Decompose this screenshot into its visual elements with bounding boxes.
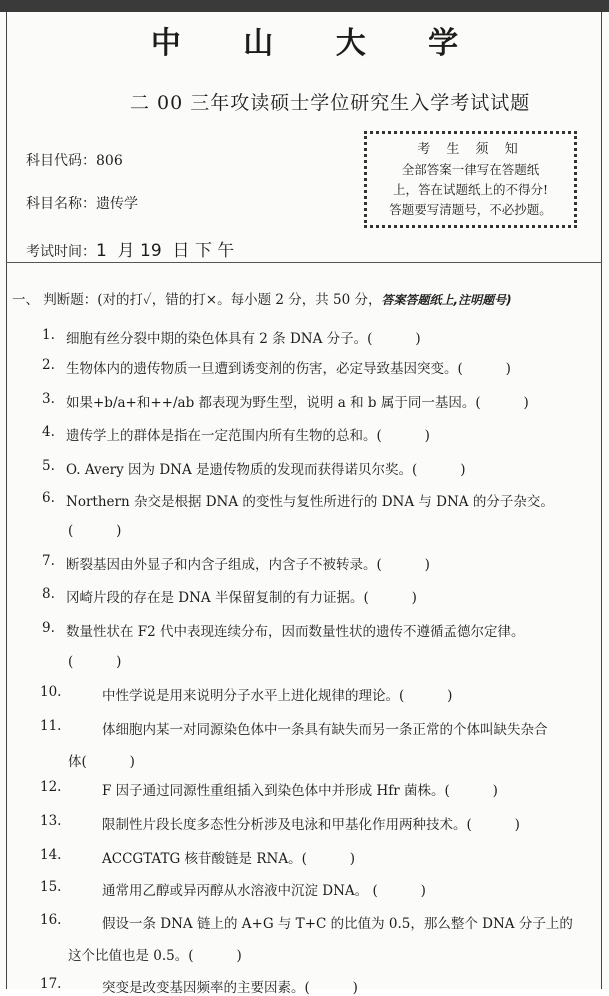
question-text: 冈崎片段的存在是 DNA 半保留复制的有力证据。( ) — [66, 590, 417, 606]
notice-line-1: 全部答案一律写在答题纸 — [401, 162, 540, 177]
question-text: 通常用乙醇或异丙醇从水溶液中沉淀 DNA。 ( ) — [102, 883, 426, 899]
exam-title: 二 00 三年攻读硕士学位研究生入学考试试题 — [130, 92, 531, 114]
question-text: 体细胞内某一对同源染色体中一条具有缺失而另一条正常的个体叫缺失杂合 — [102, 722, 548, 738]
question-text: 如果+b/a+和++/ab 都表现为野生型，说明 a 和 b 属于同一基因。( ) — [66, 395, 529, 411]
question-number: 10. — [40, 684, 62, 700]
notice-line-3: 答题要写清题号，不必抄题。 — [389, 202, 552, 217]
university-name: 中 山 大 学 — [150, 26, 485, 61]
question-text: 假设一条 DNA 链上的 A+G 与 T+C 的比值为 0.5，那么整个 DNA 分子上的 — [102, 916, 573, 932]
handwritten-note: 答案答题纸上,注明题号) — [381, 293, 512, 307]
question-text: O. Avery 因为 DNA 是遗传物质的发现而获得诺贝尔奖。( ) — [66, 462, 466, 478]
scan-top-edge — [0, 0, 609, 12]
section-heading — [12, 288, 512, 308]
question-continuation: 这个比值也是 0.5。( ) — [68, 948, 242, 964]
question-text: 生物体内的遗传物质一旦遭到诱变剂的伤害，必定导致基因突变。( ) — [66, 361, 511, 377]
question-number: 11. — [40, 718, 62, 734]
question-text: 限制性片段长度多态性分析涉及电泳和甲基化作用两种技术。( ) — [102, 817, 520, 833]
question-text: 数量性状在 F2 代中表现连续分布，因而数量性状的遗传不遵循孟德尔定律。 — [66, 624, 525, 640]
question-text: 中性学说是用来说明分子水平上进化规律的理论。( ) — [102, 688, 453, 704]
question-number: 13. — [40, 813, 62, 829]
section-heading-text: 一、 判断题：(对的打✓，错的打×。每小题 2 分，共 50 分， — [12, 292, 382, 308]
question-number: 17. — [40, 976, 62, 992]
subject-code-label: 科目代码： — [26, 153, 96, 169]
question-number: 1. — [42, 327, 55, 343]
question-number: 4. — [42, 424, 55, 440]
question-number: 2. — [42, 357, 55, 373]
exam-time-value: 1 月 19 日 下 午 — [96, 241, 235, 261]
question-number: 6. — [42, 490, 55, 506]
question-text: 断裂基因由外显子和内含子组成，内含子不被转录。( ) — [66, 557, 430, 573]
question-number: 14. — [40, 847, 62, 863]
question-text: Northern 杂交是根据 DNA 的变性与复性所进行的 DNA 与 DNA 的分子杂交。 — [66, 494, 554, 510]
exam-time-row — [26, 236, 234, 261]
question-number: 16. — [40, 912, 62, 928]
notice-title: 考 生 须 知 — [417, 142, 524, 157]
question-number: 8. — [42, 586, 55, 602]
question-text: 突变是改变基因频率的主要因素。( ) — [102, 980, 358, 996]
subject-name-value: 遗传学 — [96, 196, 138, 212]
question-text: 细胞有丝分裂中期的染色体具有 2 条 DNA 分子。( ) — [66, 331, 421, 347]
question-number: 7. — [42, 553, 55, 569]
candidate-notice-box — [364, 131, 577, 228]
exam-time-label: 考试时间： — [26, 244, 96, 260]
subject-code-value: 806 — [96, 153, 123, 169]
notice-line-2: 上，答在试题纸上的不得分! — [392, 182, 549, 197]
subject-name-label: 科目名称： — [26, 196, 96, 212]
question-text: 遗传学上的群体是指在一定范围内所有生物的总和。( ) — [66, 428, 430, 444]
question-number: 9. — [42, 620, 55, 636]
question-continuation: ( ) — [68, 523, 122, 539]
question-continuation: 体( ) — [68, 754, 135, 770]
header-divider — [6, 262, 602, 263]
question-number: 5. — [42, 458, 55, 474]
question-number: 12. — [40, 779, 62, 795]
question-continuation: ( ) — [68, 654, 122, 670]
question-number: 3. — [42, 391, 55, 407]
question-text: F 因子通过同源性重组插入到染色体中并形成 Hfr 菌株。( ) — [102, 783, 498, 799]
question-number: 15. — [40, 879, 62, 895]
subject-name-row — [26, 193, 138, 213]
subject-code-row — [26, 150, 123, 170]
question-text: ACCGTATG 核苷酸链是 RNA。( ) — [102, 851, 356, 867]
